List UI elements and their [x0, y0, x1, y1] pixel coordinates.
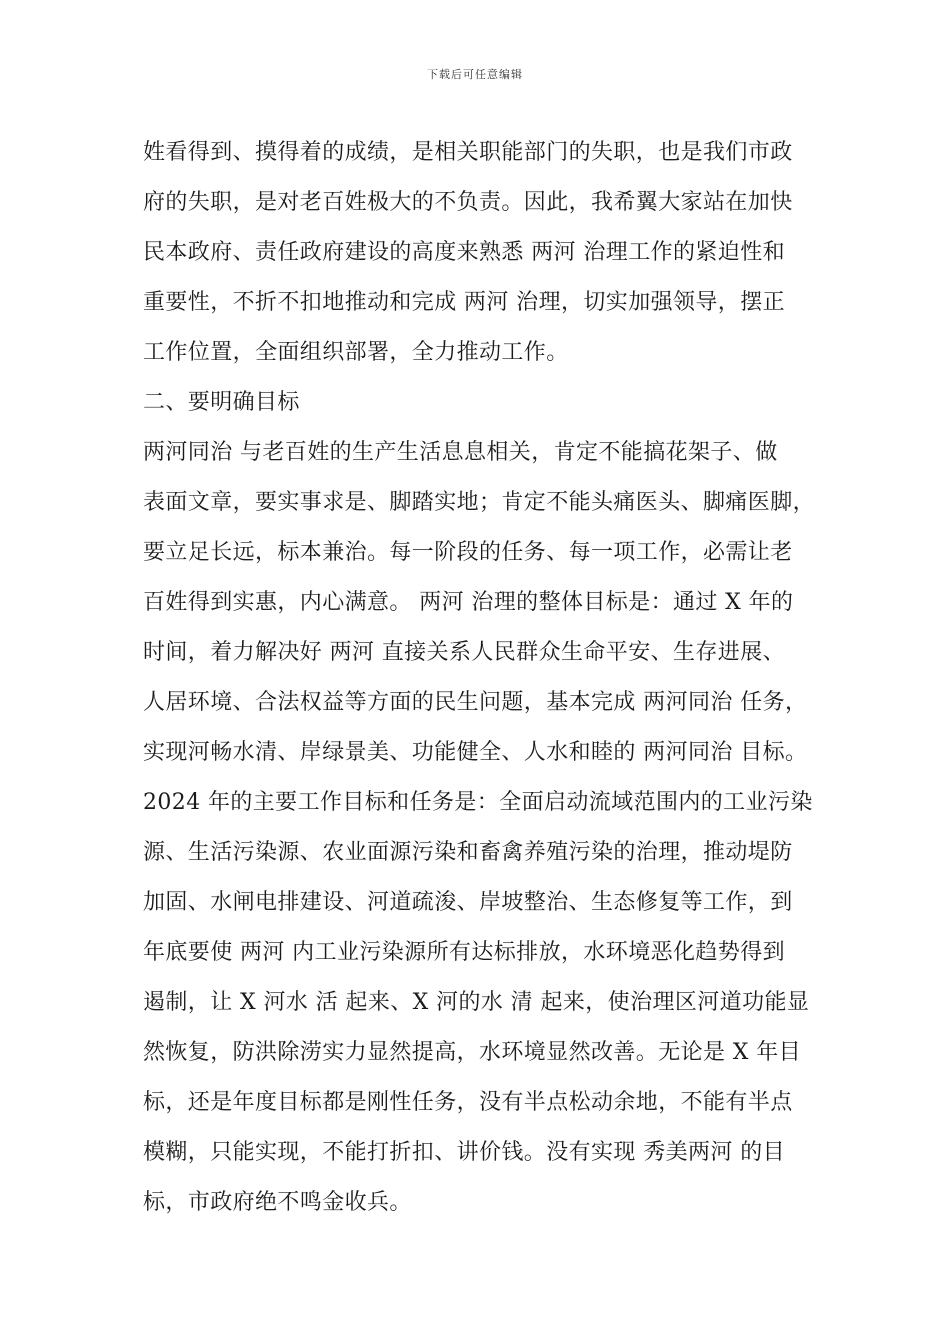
text-line: 加固、水闸电排建设、河道疏浚、岸坡整治、生态修复等工作，到	[143, 890, 793, 915]
text-line: 百姓得到实惠，内心满意。 两河 治理的整体目标是：通过 X 年的	[143, 590, 794, 615]
section-heading: 二、要明确目标	[143, 390, 300, 415]
text-line: 实现河畅水清、岸绿景美、功能健全、人水和睦的 两河同治 目标。	[143, 740, 808, 765]
text-line: 源、生活污染源、农业面源污染和畜禽养殖污染的治理，推动堤防	[143, 840, 793, 865]
text-line: 人居环境、合法权益等方面的民生问题，基本完成 两河同治 任务，	[143, 690, 808, 715]
text-line: 工作位置，全面组织部署，全力推动工作。	[143, 340, 569, 365]
text-line: 2024 年的主要工作目标和任务是：全面启动流域范围内的工业污染	[143, 790, 813, 815]
text-line: 年底要使 两河 内工业污染源所有达标排放，水环境恶化趋势得到	[143, 940, 785, 965]
text-line: 标，还是年度目标都是刚性任务，没有半点松动余地，不能有半点	[143, 1090, 793, 1115]
text-line: 要立足长远，标本兼治。每一阶段的任务、每一项工作，必需让老	[143, 540, 793, 565]
text-line: 然恢复，防洪除涝实力显然提高，水环境显然改善。无论是 X 年目	[143, 1040, 802, 1065]
page-header-note: 下载后可任意编辑	[427, 68, 523, 81]
text-line: 遏制，让 X 河水 活 起来、X 河的水 清 起来，使治理区河道功能显	[143, 990, 810, 1015]
text-line: 模糊，只能实现，不能打折扣、讲价钱。没有实现 秀美两河 的目	[143, 1140, 785, 1165]
text-line: 标，市政府绝不鸣金收兵。	[143, 1190, 412, 1215]
document-body	[143, 128, 816, 1228]
text-line: 两河同治 与老百姓的生产生活息息相关，肯定不能搞花架子、做	[143, 440, 778, 465]
text-line: 民本政府、责任政府建设的高度来熟悉 两河 治理工作的紧迫性和	[143, 240, 785, 265]
text-line: 表面文章，要实事求是、脚踏实地；肯定不能头痛医头、脚痛医脚，	[143, 490, 816, 515]
text-line: 重要性，不折不扣地推动和完成 两河 治理，切实加强领导，摆正	[143, 290, 785, 315]
text-line: 府的失职，是对老百姓极大的不负责。因此，我希翼大家站在加快	[143, 190, 793, 215]
text-line: 时间，着力解决好 两河 直接关系人民群众生命平安、生存进展、	[143, 640, 785, 665]
text-line: 姓看得到、摸得着的成绩，是相关职能部门的失职，也是我们市政	[143, 140, 793, 165]
